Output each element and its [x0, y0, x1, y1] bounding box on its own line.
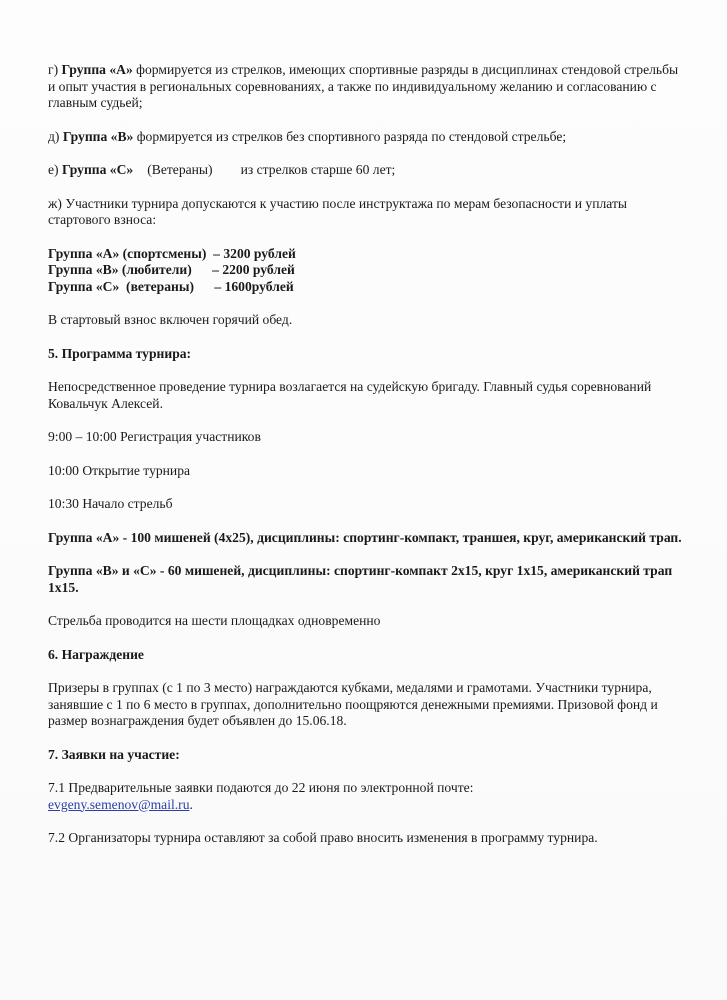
schedule-start: 10:30 Начало стрельб: [48, 496, 173, 511]
item-prefix: г): [48, 62, 62, 77]
schedule-registration: 9:00 – 10:00 Регистрация участников: [48, 429, 261, 444]
group-c-label: Группа «С»: [61, 162, 134, 177]
fee-group-b: Группа «В» (любители) – 2200 рублей: [48, 262, 295, 277]
document-content: [48, 62, 688, 864]
group-a-label: Группа «А»: [61, 62, 133, 77]
section-7-heading: 7. Заявки на участие:: [48, 746, 180, 762]
email-tail: .: [189, 796, 193, 812]
section-6-text: Призеры в группах (с 1 по 3 место) награждаются кубками, медалями и грамотами. Участники турнира, занявшие с 1 по 6 место в группах, дополнительно поощряются денежными премиями. Призовой фонд и размер вознаграждения будет объявлен до 15.06.18.: [48, 680, 658, 728]
veterans-label: (Ветераны): [147, 162, 213, 177]
email-link[interactable]: evgeny.semenov@mail.ru: [48, 796, 190, 812]
fee-list: [48, 246, 688, 296]
section-5-intro: Непосредственное проведение турнира возлагается на судейскую бригаду. Главный судья соревнований Ковальчук Алексей.: [48, 379, 652, 411]
paragraph-text: формируется из стрелков без спортивного разряда по стендовой стрельбе;: [133, 128, 567, 144]
item-prefix: е): [48, 162, 62, 177]
paragraph-d: [48, 129, 688, 146]
paragraph-text: формируется из стрелков, имеющих спортивные разряды в дисциплинах стендовой стрельбы и опыт участия в региональных соревнованиях, а также по индивидуальному желанию и согласованию с главным судьей;: [48, 62, 679, 110]
group-b-label: Группа «В»: [62, 128, 134, 144]
group-bc-targets: Группа «В» и «С» - 60 мишеней, дисциплины: спортинг-компакт 2х15, круг 1х15, американский трап 1х15.: [48, 563, 673, 595]
shooting-note: Стрельба проводится на шести площадках одновременно: [48, 613, 381, 628]
item-7-1: [48, 780, 688, 813]
paragraph-g: [48, 62, 688, 112]
fee-group-c: Группа «С» (ветераны) – 1600рублей: [48, 278, 294, 294]
fee-group-a: Группа «А» (спортсмены) – 3200 рублей: [48, 245, 296, 261]
section-5-heading: 5. Программа турнира:: [48, 345, 192, 361]
item-prefix: д): [48, 128, 63, 144]
schedule-opening: 10:00 Открытие турнира: [48, 462, 191, 478]
section-6-heading: 6. Награждение: [48, 646, 144, 662]
paragraph-e: [48, 162, 688, 179]
paragraph-zh: ж) Участники турнира допускаются к участию после инструктажа по мерам безопасности и уплаты стартового взноса:: [48, 195, 628, 227]
group-a-targets: Группа «А» - 100 мишеней (4х25), дисциплины: спортинг-компакт, траншея, круг, американский трап.: [48, 529, 682, 545]
fee-note: В стартовый взнос включен горячий обед.: [48, 312, 293, 327]
item-7-1-text: 7.1 Предварительные заявки подаются до 22 июня по электронной почте:: [48, 780, 474, 795]
item-7-2: 7.2 Организаторы турнира оставляют за собой право вносить изменения в программу турнира.: [48, 830, 598, 845]
paragraph-text: из стрелков старше 60 лет;: [240, 162, 396, 177]
